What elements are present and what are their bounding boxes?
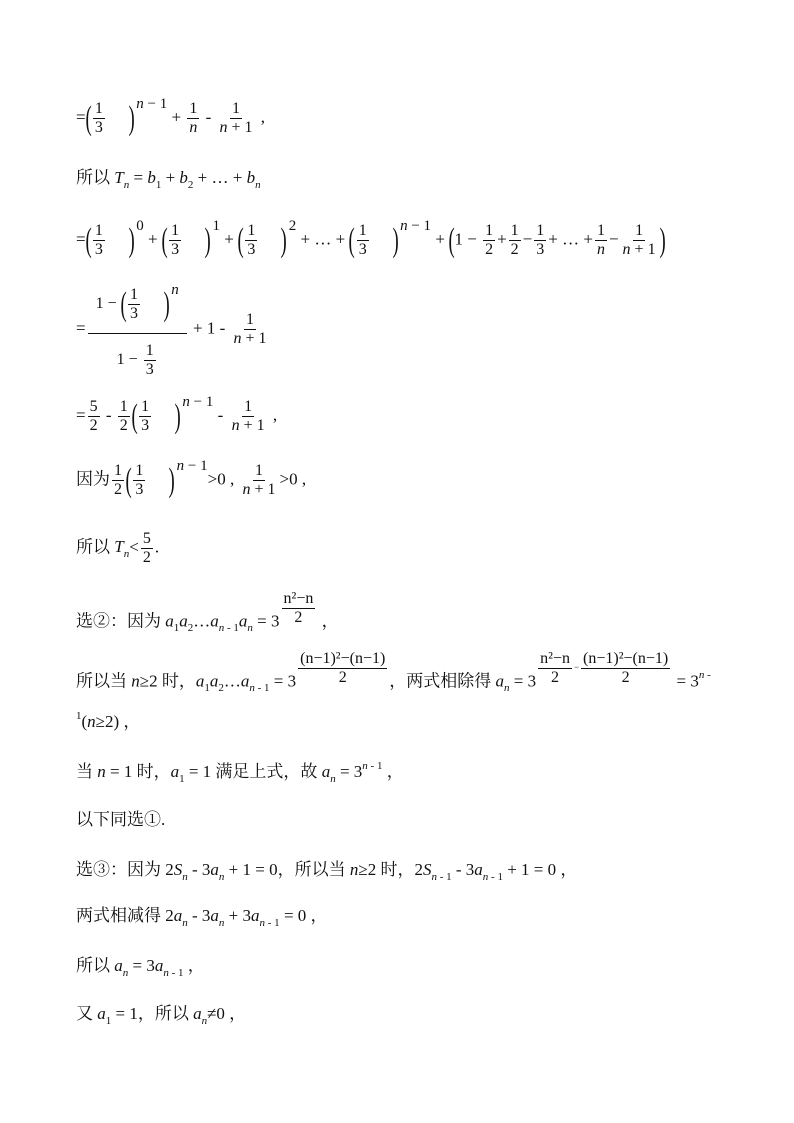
line-10: $^1$(n≥2) ， <box>76 710 141 731</box>
line-8: 选②：因为 $a_1a_2\dots a_{n - 1}a_n = 3$ $\frac{\text{n²−n}}{2}$ ， <box>76 590 339 635</box>
line-16: 又 $a_1 = 1$，所以 $a_n\ne 0$ ， <box>76 1004 247 1027</box>
line-7: 所以 $T_n<$ $\frac{5}{2}$ . <box>76 530 160 566</box>
line-13: 选③：因为 $2S_n - 3a_n + 1 = 0$，所以当 n≥2 时，$2S_{n - 1} - 3a_{n - 1} + 1 = 0$ ， <box>76 860 578 883</box>
line-12: 以下同选①. <box>76 810 166 829</box>
line-9: 所以当 n≥2 时，$a_1a_2\dots a_{n - 1} = 3$ $\frac{\text{(n−1)²−(n−1)}}{2}$ ，两式相除得 $a_n = 3$ $\frac{\text{n²−n}}{2}$ − $\frac{\text{(n−1)²−(n−1)}}{2}$ = $3^{n -}$ <box>76 650 711 695</box>
line-4: = 1 − ( $\frac{1}{3}$ ) n 1 − $\frac{1}{3}$ + 1 - $\frac{1}{n + 1}$ <box>76 280 271 379</box>
line-3: =( $\frac{1}{3}$ ) 0 + ( $\frac{1}{3}$ ) 1 + ( $\frac{1}{3}$ ) 2 + … + ( $\frac{1}{3}$ ) n − 1 + (1 − $\frac{1}{2}$ + $\frac{1}{2}$ − $\frac{1}{3}$ + … + $\frac{1}{n}$ − $\frac{1}{n + 1}$ ) <box>76 218 666 259</box>
line-5: = $\frac{5}{2}$ - $\frac{1}{2}$ ( $\frac{1}{3}$ ) n − 1 - $\frac{1}{n + 1}$ , <box>76 394 278 435</box>
line-14: 两式相减得 $2a_n - 3a_n + 3a_{n - 1} = 0$ ， <box>76 906 328 929</box>
line-2: 所以 $T_n = b_1 + b_2$ + … + $b_n$ <box>76 168 261 191</box>
line-1: =( $\frac{1}{3}$ ) n − 1 + $\frac{1}{n}$ - $\frac{1}{n + 1}$ , <box>76 96 266 137</box>
line-11: 当 n = 1 时，$a_1 = 1$ 满足上式，故 $a_n = 3^{n - 1}$ ， <box>76 760 404 785</box>
line-6: 因为 $\frac{1}{2}$ ( $\frac{1}{3}$ ) n − 1>0 , $\frac{1}{n + 1}$ >0 , <box>76 458 307 499</box>
line-15: 所以 $a_n = 3a_{n - 1}$ ， <box>76 956 205 979</box>
